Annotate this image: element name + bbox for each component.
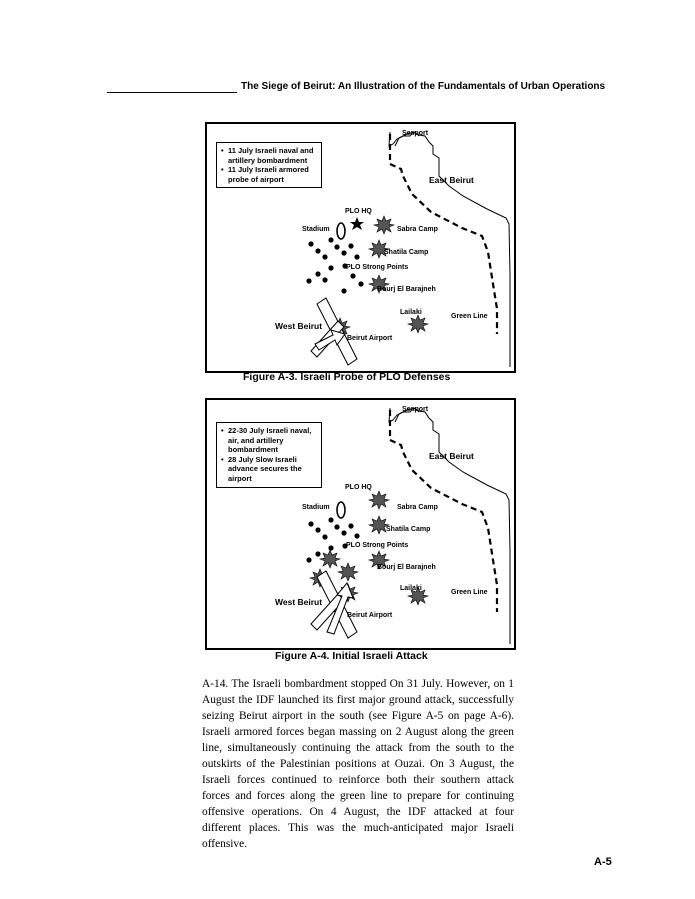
running-header: The Siege of Beirut: An Illustration of the Fundamentals of Urban Operations	[241, 81, 606, 92]
label-sabra-camp: Sabra Camp	[397, 504, 438, 511]
label-stadium: Stadium	[302, 226, 330, 233]
label-lailaki: Lailaki	[400, 309, 422, 316]
callout-item: • 22-30 July Israeli naval, air, and artillery bombardment	[221, 426, 317, 455]
label-west-beirut: West Beirut	[275, 321, 323, 331]
header-rule	[107, 92, 237, 93]
label-east-beirut: East Beirut	[429, 451, 474, 461]
callout-item: • 11 July Israeli armored probe of airport	[221, 165, 317, 184]
label-lailaki: Lailaki	[400, 585, 422, 592]
label-beirut-airport: Beirut Airport	[347, 612, 393, 619]
figure-a4-map	[205, 398, 516, 650]
label-beirut-airport: Beirut Airport	[347, 335, 393, 342]
label-shatila-camp: Shatila Camp	[384, 249, 429, 256]
green-line	[390, 134, 497, 334]
stadium-icon	[337, 502, 345, 518]
plo-hq-star-icon	[350, 217, 364, 230]
figure-a3-caption: Figure A-3. Israeli Probe of PLO Defenses	[243, 371, 451, 383]
label-plo-strong-points: PLO Strong Points	[346, 542, 409, 549]
body-paragraph: A-14. The Israeli bombardment stopped On 31 July. However, on 1 August the IDF launched its first major ground attack, successfully seizing Beirut airport in the south (see Figure A-5 on page A-6). Israeli armored forces began massing on 2 August along the green line, simultaneously continuing the attack from the south to the outskirts of the Palestinian positions at Ouzai. On 3 August, the Israeli forces continued to reinforce both their southern attack forces and forces along the green line to prepare for continuing offensive operations. On 4 August, the IDF attacked at four different places. This was the much-anticipated major Israeli offensive.	[202, 678, 514, 850]
label-bourj-el-barajneh: Bourj El Barajneh	[377, 564, 436, 571]
label-east-beirut: East Beirut	[429, 175, 474, 185]
label-green-line: Green Line	[451, 589, 488, 596]
label-green-line: Green Line	[451, 313, 488, 320]
label-stadium: Stadium	[302, 504, 330, 511]
page-number: A-5	[594, 856, 612, 868]
figure-a4-caption: Figure A-4. Initial Israeli Attack	[275, 650, 428, 662]
label-plo-hq: PLO HQ	[345, 484, 372, 491]
stadium-icon	[337, 223, 345, 239]
callout-box	[216, 142, 322, 188]
label-shatila-camp: Shatila Camp	[386, 526, 431, 533]
label-sabra-camp: Sabra Camp	[397, 226, 438, 233]
label-plo-hq: PLO HQ	[345, 208, 372, 215]
label-seaport: Seaport	[402, 406, 429, 413]
figure-a3-map	[205, 122, 516, 373]
label-west-beirut: West Beirut	[275, 597, 323, 607]
green-line	[390, 410, 497, 612]
label-seaport: Seaport	[402, 130, 429, 137]
callout-item: • 11 July Israeli naval and artillery bombardment	[221, 146, 317, 165]
label-bourj-el-barajneh: Bourj El Barajneh	[377, 286, 436, 293]
callout-item: • 28 July Slow Israeli advance secures the airport	[221, 455, 317, 484]
label-plo-strong-points: PLO Strong Points	[346, 264, 409, 271]
callout-box	[216, 422, 322, 488]
